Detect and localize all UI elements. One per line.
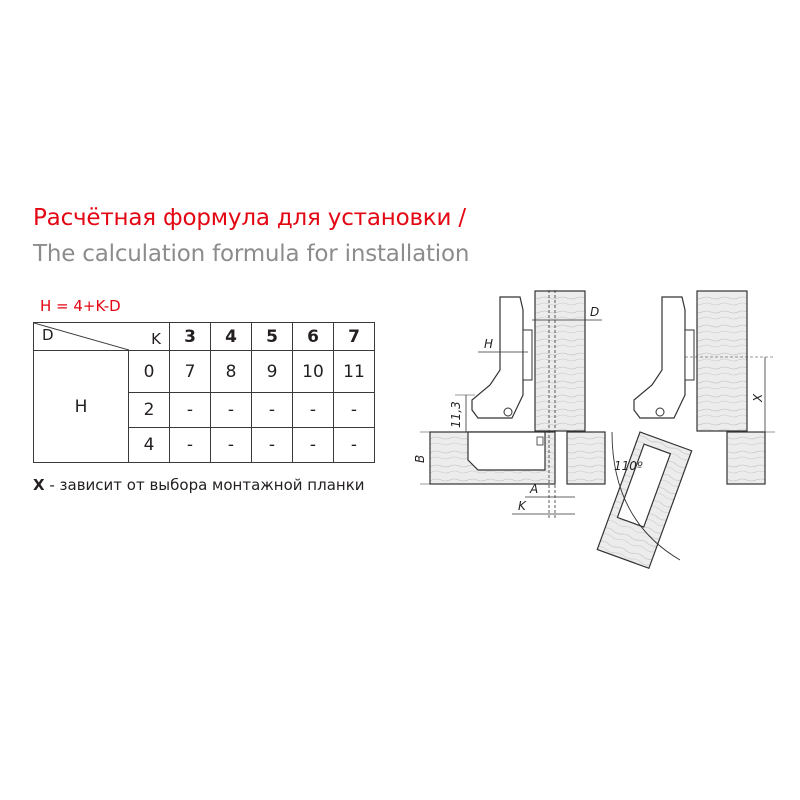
dim-x-label: X [751, 393, 765, 402]
dim-d-label: D [590, 305, 600, 319]
table-header-cell: 7 [334, 323, 375, 351]
note-variable: X [33, 476, 45, 494]
cabinet-side-panel [697, 291, 747, 431]
table-cell: - [170, 428, 211, 463]
hinge-pivot [504, 408, 512, 416]
cabinet-side-panel [535, 291, 585, 431]
dim-a-label: A [530, 482, 539, 496]
title-en: The calculation formula for installation [33, 241, 470, 267]
table-cell: 9 [252, 351, 293, 393]
formula: H = 4+K-D [40, 297, 121, 315]
table-cell: - [252, 393, 293, 428]
table-d-cell: 2 [129, 393, 170, 428]
hinge-pivot [656, 408, 664, 416]
table-cell: - [211, 428, 252, 463]
mounting-plate [523, 330, 532, 380]
table-d-cell: 4 [129, 428, 170, 463]
corner-d-label: D [42, 326, 54, 344]
angle-label: 110º [614, 459, 643, 473]
adjacent-panel [727, 432, 765, 484]
table-header-cell: 6 [293, 323, 334, 351]
adjacent-panel [567, 432, 605, 484]
table-cell: 10 [293, 351, 334, 393]
table-row-header-h: H [34, 351, 129, 463]
table-cell: - [293, 428, 334, 463]
table-cell: - [334, 393, 375, 428]
note-description: - зависит от выбора монтажной планки [44, 476, 365, 494]
table-cell: - [170, 393, 211, 428]
table-cell: 11 [334, 351, 375, 393]
dim-k-label: K [518, 499, 526, 513]
title-ru: Расчётная формула для установки / [33, 205, 466, 231]
open-hinge-drawing [597, 291, 775, 568]
table-header-cell: 4 [211, 323, 252, 351]
dim-b-label: B [413, 454, 427, 463]
table-header-cell: 3 [170, 323, 211, 351]
table-cell: - [252, 428, 293, 463]
dim-h-label: H [484, 337, 494, 351]
table-cell: 7 [170, 351, 211, 393]
dim-113-label: 11,3 [449, 401, 463, 428]
table-header-cell: 5 [252, 323, 293, 351]
mounting-plate [685, 330, 694, 380]
hinge-cup [468, 432, 545, 470]
corner-k-label: K [151, 330, 161, 348]
hinge-arm [472, 297, 523, 418]
table-cell: - [211, 393, 252, 428]
table-d-cell: 0 [129, 351, 170, 393]
table-cell: - [293, 393, 334, 428]
cup-screw [537, 437, 543, 445]
hinge-arm [634, 297, 685, 418]
table-cell: - [334, 428, 375, 463]
table-cell: 8 [211, 351, 252, 393]
closed-hinge-drawing [413, 290, 605, 520]
